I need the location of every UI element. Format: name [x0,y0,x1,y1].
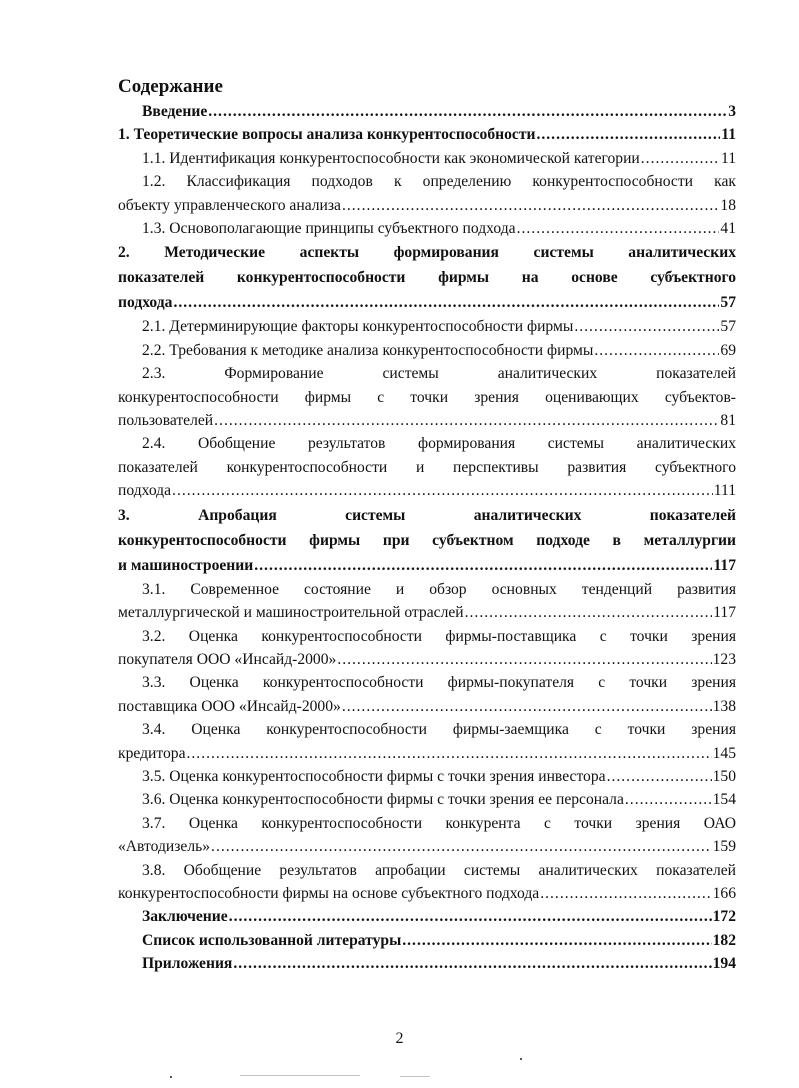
dot-leader [337,648,711,671]
toc-entry-title-line-3: пользователей [118,412,214,430]
dot-leader [641,147,720,170]
toc-entry-title-line-2: объекту управленческого анализа [118,196,341,214]
toc-entry-references [142,929,736,952]
toc-entry-title: 1. Теоретические вопросы анализа конкурентоспособности [118,126,536,144]
toc-page-number: 117 [713,556,736,574]
toc-entry-last-line [118,409,736,432]
toc-page-number: 18 [720,196,736,214]
toc-entry-title-line-1: 3.1. Современное состояние и обзор основных тенденций развития [142,580,736,598]
toc-entry-3-8 [118,859,736,906]
toc-entry-last-line [118,553,736,578]
toc-entry-title-line-2: «Автодизель» [118,838,211,856]
toc-entry-title-line-1: 3.2. Оценка конкурентоспособности фирмы-поставщика с точки зрения [142,627,736,645]
dot-leader [208,100,727,123]
dot-leader [214,409,719,432]
toc-entry-chapter-3 [118,503,736,578]
dot-leader [517,217,720,240]
toc-entry-title-line-1: 2.4. Обобщение результатов формирования системы аналитических [142,435,736,453]
dot-leader [342,695,712,718]
toc-entry-title: Список использованной литературы [142,931,402,949]
toc-entry-title-line-1: 2.3. Формирование системы аналитических показателей [142,365,736,383]
dot-leader [465,601,713,624]
toc-heading: Содержание [118,76,223,97]
toc-page-number: 69 [720,341,736,359]
toc-page-number: 123 [712,650,736,668]
dot-leader [229,905,712,928]
toc-entry-3-3 [118,671,736,718]
toc-entry-intro [142,100,736,123]
toc-entry-last-line [118,648,736,671]
toc-entry-3-5 [142,765,736,788]
toc-entry-title-line-2: кредитора [118,744,186,762]
page-number: 2 [395,1030,404,1047]
toc-entry-3-7 [118,812,736,859]
dot-leader [402,929,711,952]
toc-entry-title-line-1: 3.7. Оценка конкурентоспособности конкурента с точки зрения ОАО [142,814,736,832]
toc-entry-last-line [118,882,736,905]
toc-page-number: 166 [712,884,736,902]
toc-entry-2-1 [142,315,736,338]
toc-page-number: 154 [712,791,736,809]
toc-entry-title: 3.5. Оценка конкурентоспособности фирмы с точки зрения инвестора [142,767,606,785]
toc-page-number: 81 [720,412,736,430]
toc-page-number: 172 [712,908,736,926]
toc-entry-2-4 [118,432,736,502]
toc-entry-3-1 [118,578,736,625]
toc-entry-3-2 [118,625,736,672]
toc-entry-last-line [118,479,736,502]
dot-leader [342,194,719,217]
dot-leader [607,765,712,788]
dot-leader [574,315,719,338]
toc-entry-appendices [142,952,736,975]
toc-page-number: 41 [720,220,736,238]
toc-page-number: 150 [712,767,736,785]
toc-entry-title-line-1: 3. Апробация системы аналитических показателей [118,506,736,524]
toc-entry-title-line-2: конкурентоспособности фирмы с точки зрения оценивающих субъектов- [118,388,736,406]
toc-entry-last-line [118,835,736,858]
toc-entry-title: 2.2. Требования к методике анализа конкурентоспособности фирмы [142,341,594,359]
dot-leader [187,742,712,765]
toc-entry-title-line-3: подхода [118,482,172,500]
toc-entry-3-4 [118,718,736,765]
dot-leader [540,882,711,905]
toc-entry-title-line-2: металлургической и машиностроительной отраслей [118,604,464,622]
toc-page-number: 145 [712,744,736,762]
dot-leader [625,788,712,811]
toc-entry-2-2 [142,339,736,362]
toc-entry-conclusion [142,905,736,928]
toc-page-number: 57 [720,294,736,312]
toc-entry-title-line-2: конкурентоспособности фирмы при субъектном подходе в металлургии [118,531,736,549]
toc-page-number: 194 [712,955,736,973]
toc-page-number: 57 [720,318,736,336]
toc-page-number: 11 [720,149,736,167]
toc-page-number: 111 [713,482,736,500]
dot-leader [233,952,711,975]
toc-entry-title-line-1: 1.2. Классификация подходов к определению конкурентоспособности как [142,173,736,191]
toc-entry-1-2 [118,170,736,217]
toc-entry-last-line [118,695,736,718]
toc-entry-title: 1.3. Основополагающие принципы субъектного подхода [142,220,516,238]
toc-entry-title-line-2: поставщика ООО «Инсайд-2000» [118,697,341,715]
dot-leader [211,835,712,858]
toc-entry-title: 1.1. Идентификация конкурентоспособности как экономической категории [142,149,640,167]
toc-page-number: 159 [712,838,736,856]
table-of-contents [118,100,736,976]
toc-entry-title-line-1: 2. Методические аспекты формирования системы аналитических [118,244,736,262]
toc-page-number: 138 [712,697,736,715]
dot-leader [173,290,719,315]
toc-entry-title-line-2: показателей конкурентоспособности и перспективы развития субъектного [118,458,736,476]
toc-entry-title: 2.1. Детерминирующие факторы конкурентоспособности фирмы [142,318,574,336]
dot-leader [254,553,712,578]
toc-entry-title: Заключение [142,908,228,926]
toc-entry-last-line [118,290,736,315]
dot-leader [536,123,720,146]
toc-entry-title-line-3: и машиностроении [118,556,254,574]
toc-entry-title-line-2: показателей конкурентоспособности фирмы на основе субъектного [118,269,736,287]
toc-entry-title-line-2: покупателя ООО «Инсайд-2000» [118,650,337,668]
toc-entry-title-line-1: 3.8. Обобщение результатов апробации системы аналитических показателей [142,861,736,879]
toc-entry-1-1 [142,147,736,170]
toc-entry-2-3 [118,362,736,432]
toc-entry-title-line-2: конкурентоспособности фирмы на основе субъектного подхода [118,884,540,902]
dot-leader [172,479,713,502]
toc-page-number: 182 [712,931,736,949]
toc-entry-title-line-1: 3.3. Оценка конкурентоспособности фирмы-покупателя с точки зрения [142,674,736,692]
toc-entry-last-line [118,742,736,765]
toc-entry-chapter-1 [118,123,736,146]
toc-entry-title-line-1: 3.4. Оценка конкурентоспособности фирмы-заемщика с точки зрения [142,721,736,739]
toc-entry-chapter-2 [118,240,736,315]
toc-entry-3-6 [142,788,736,811]
toc-page-number: 117 [713,604,736,622]
toc-entry-1-3 [142,217,736,240]
toc-page-number: 11 [721,126,736,144]
dot-leader [594,339,719,362]
toc-entry-title-line-3: подхода [118,294,173,312]
toc-entry-title: Введение [142,103,208,120]
toc-entry-last-line [118,194,736,217]
toc-entry-last-line [118,601,736,624]
toc-entry-title: 3.6. Оценка конкурентоспособности фирмы с точки зрения ее персонала [142,791,624,809]
toc-entry-title: Приложения [142,955,233,973]
toc-page-number: 3 [728,103,736,120]
scan-artifacts [160,1070,560,1082]
